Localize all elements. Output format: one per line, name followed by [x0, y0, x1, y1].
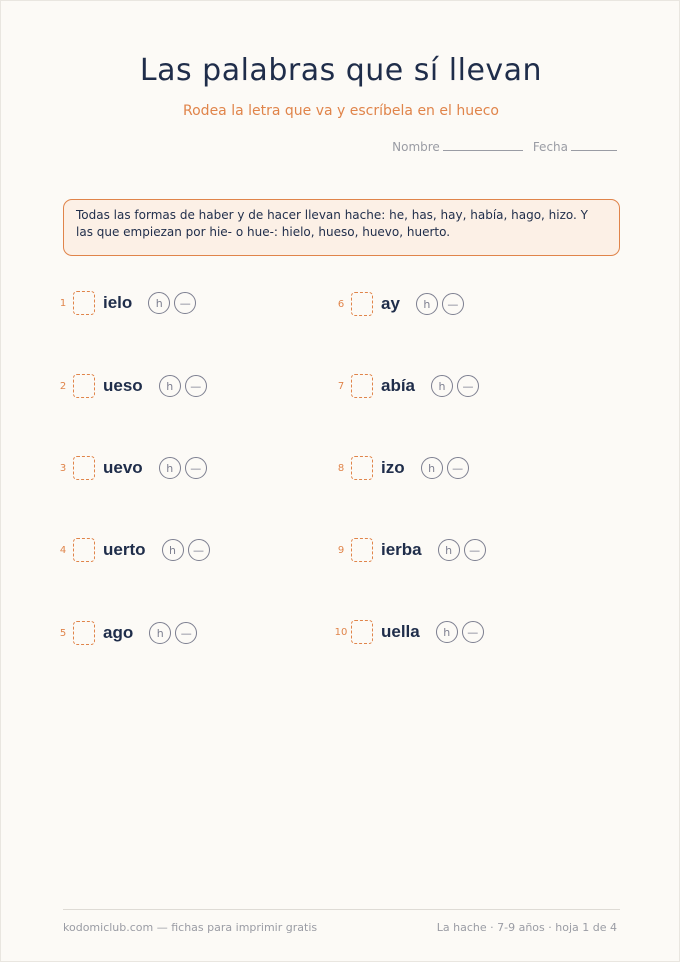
- footer-site[interactable]: kodomiclub.com — fichas para imprimir gratis: [63, 921, 318, 934]
- item-number: 10: [334, 626, 348, 638]
- name-date-fields: [392, 140, 617, 154]
- option-h[interactable]: h: [159, 457, 181, 479]
- option-none[interactable]: —: [185, 457, 207, 479]
- exercise-item: [331, 536, 486, 564]
- footer-info: La hache · 7-9 años · hoja 1 de 4: [436, 921, 617, 934]
- item-number: 8: [337, 462, 345, 474]
- item-number: 4: [59, 544, 67, 556]
- item-word: ielo: [103, 293, 133, 312]
- options: [416, 293, 464, 315]
- item-number: 3: [59, 462, 67, 474]
- rule-box: Todas las formas de haber y de hacer llevan hache: he, has, hay, había, hago, hizo. Y las que empiezan por hie- o hue-: hielo, hueso, huevo, huerto.: [63, 199, 620, 256]
- answer-box[interactable]: [73, 621, 95, 645]
- options: [438, 539, 486, 561]
- date-label: Fecha: [532, 140, 568, 154]
- option-none[interactable]: —: [447, 457, 469, 479]
- options: [431, 375, 479, 397]
- option-none[interactable]: —: [462, 621, 484, 643]
- name-label: Nombre: [392, 140, 440, 154]
- item-number: 6: [337, 298, 345, 310]
- options: [162, 539, 210, 561]
- exercise-item: [53, 372, 207, 400]
- item-word: uerto: [103, 540, 146, 559]
- exercise-item: [331, 618, 484, 646]
- exercise-item: [53, 454, 207, 482]
- item-number: 5: [59, 627, 67, 639]
- date-line: [571, 150, 617, 151]
- options: [159, 375, 207, 397]
- option-h[interactable]: h: [421, 457, 443, 479]
- exercise-item: [331, 454, 469, 482]
- option-none[interactable]: —: [175, 622, 197, 644]
- option-h[interactable]: h: [416, 293, 438, 315]
- answer-box[interactable]: [73, 538, 95, 562]
- exercise-item: [53, 289, 196, 317]
- answer-box[interactable]: [73, 456, 95, 480]
- name-field[interactable]: [392, 140, 523, 154]
- item-word: ueso: [103, 376, 143, 395]
- option-h[interactable]: h: [149, 622, 171, 644]
- item-word: uevo: [103, 458, 143, 477]
- option-none[interactable]: —: [457, 375, 479, 397]
- item-word: ago: [103, 623, 134, 642]
- answer-box[interactable]: [351, 538, 373, 562]
- option-none[interactable]: —: [464, 539, 486, 561]
- item-word: ierba: [381, 540, 422, 559]
- page-title: Las palabras que sí llevan: [139, 53, 543, 88]
- option-h[interactable]: h: [436, 621, 458, 643]
- answer-box[interactable]: [351, 292, 373, 316]
- footer-divider: [63, 909, 620, 910]
- item-number: 9: [337, 544, 345, 556]
- option-h[interactable]: h: [431, 375, 453, 397]
- item-number: 1: [59, 297, 67, 309]
- option-h[interactable]: h: [162, 539, 184, 561]
- answer-box[interactable]: [351, 456, 373, 480]
- option-h[interactable]: h: [148, 292, 170, 314]
- exercise-item: [331, 290, 464, 318]
- item-word: ay: [381, 294, 400, 313]
- item-number: 7: [337, 380, 345, 392]
- exercise-item: [53, 536, 210, 564]
- answer-box[interactable]: [351, 620, 373, 644]
- option-h[interactable]: h: [159, 375, 181, 397]
- options: [148, 292, 196, 314]
- option-none[interactable]: —: [174, 292, 196, 314]
- option-none[interactable]: —: [185, 375, 207, 397]
- answer-box[interactable]: [73, 291, 95, 315]
- option-none[interactable]: —: [188, 539, 210, 561]
- exercise-item: [331, 372, 479, 400]
- answer-box[interactable]: [351, 374, 373, 398]
- item-word: izo: [381, 458, 405, 477]
- options: [421, 457, 469, 479]
- item-word: uella: [381, 622, 420, 641]
- date-field[interactable]: [533, 140, 617, 154]
- options: [436, 621, 484, 643]
- option-h[interactable]: h: [438, 539, 460, 561]
- page-subtitle: Rodea la letra que va y escríbela en el hueco: [183, 103, 499, 119]
- answer-box[interactable]: [73, 374, 95, 398]
- options: [149, 622, 197, 644]
- item-number: 2: [59, 380, 67, 392]
- options: [159, 457, 207, 479]
- exercise-item: [53, 619, 197, 647]
- name-line: [443, 150, 523, 151]
- item-word: abía: [381, 376, 416, 395]
- option-none[interactable]: —: [442, 293, 464, 315]
